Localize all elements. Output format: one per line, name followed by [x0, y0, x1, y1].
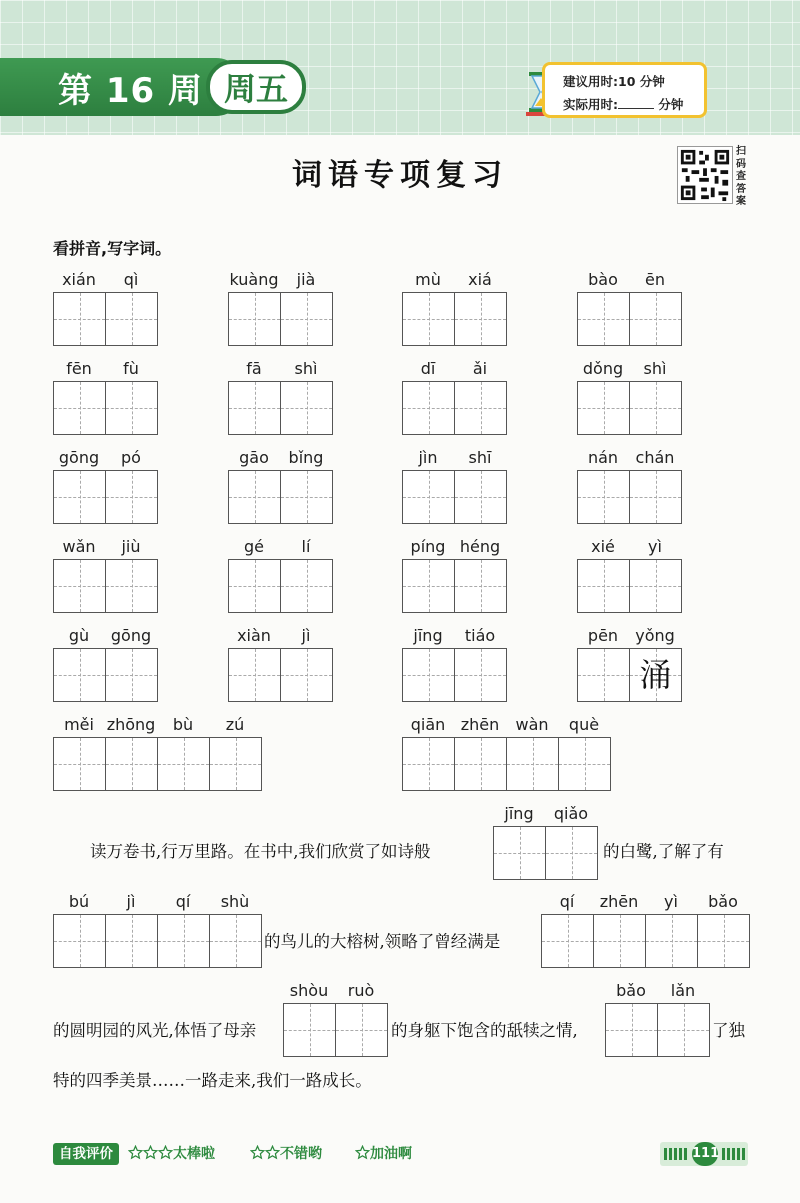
pinyin-syllable: qí [175, 892, 191, 911]
writing-cell[interactable] [455, 293, 507, 345]
word-grid [402, 624, 507, 702]
pinyin-row [541, 890, 750, 914]
word-grid [228, 535, 333, 613]
tianzige-cells [577, 470, 682, 524]
word-grid [577, 535, 682, 613]
writing-cell[interactable] [630, 649, 682, 701]
self-eval-badge: 自我评价 [53, 1143, 119, 1165]
tianzige-cells [402, 737, 611, 791]
writing-cell[interactable] [106, 471, 158, 523]
word-grid [53, 624, 158, 702]
writing-cell[interactable] [658, 1004, 710, 1056]
tianzige-cells [577, 292, 682, 346]
writing-cell[interactable] [403, 293, 455, 345]
writing-cell[interactable] [281, 560, 333, 612]
page-number-badge [660, 1142, 748, 1166]
suggested-time-value: 10 分钟 [618, 74, 665, 89]
pinyin-syllable: shòu [289, 981, 329, 1000]
word-grid [53, 535, 158, 613]
eval-level-2-label: 不错哟 [280, 1146, 322, 1162]
pinyin-syllable: zhēn [460, 715, 500, 734]
tianzige-cells [402, 292, 507, 346]
writing-cell[interactable] [630, 471, 682, 523]
pinyin-syllable: bǎo [616, 981, 646, 1000]
pinyin-syllable: bú [68, 892, 90, 911]
pinyin-row [402, 713, 611, 737]
pinyin-syllable: píng [410, 537, 446, 556]
star-icon [128, 1146, 173, 1162]
pinyin-row [53, 624, 158, 648]
pinyin-syllable: měi [64, 715, 94, 734]
pinyin-row [402, 357, 507, 381]
pinyin-syllable: ēn [645, 270, 665, 289]
pinyin-row [402, 446, 507, 470]
writing-cell[interactable] [546, 827, 598, 879]
pinyin-syllable: lǎn [670, 981, 696, 1000]
writing-cell[interactable] [229, 382, 281, 434]
eval-level-1-label: 太棒啦 [173, 1146, 215, 1162]
pinyin-row [577, 446, 682, 470]
tianzige-cells [53, 914, 262, 968]
tianzige-cells [228, 292, 333, 346]
writing-cell[interactable] [281, 382, 333, 434]
passage-blank [53, 890, 262, 968]
pinyin-syllable: bǎo [708, 892, 738, 911]
suggested-time-label: 建议用时: [563, 74, 618, 89]
pinyin-syllable: bù [172, 715, 194, 734]
pinyin-syllable: zhēn [599, 892, 639, 911]
actual-time-label: 实际用时: [563, 97, 618, 112]
writing-cell[interactable] [281, 471, 333, 523]
tianzige-cells [53, 292, 158, 346]
writing-cell[interactable] [559, 738, 611, 790]
writing-cell[interactable] [54, 382, 106, 434]
cell-char: 涌 [639, 656, 672, 694]
writing-cell[interactable] [158, 915, 210, 967]
pinyin-syllable: què [568, 715, 600, 734]
word-grid [228, 624, 333, 702]
pinyin-syllable: kuàng [229, 270, 279, 289]
decorative-bars [722, 1148, 746, 1160]
word-grid [402, 357, 507, 435]
passage-line-1: 读万卷书,行万里路。在书中,我们欣赏了如诗般 [90, 842, 431, 861]
pinyin-syllable: dī [420, 359, 436, 378]
writing-cell[interactable] [403, 382, 455, 434]
writing-cell[interactable] [455, 382, 507, 434]
word-grid [577, 268, 682, 346]
word-grid [228, 268, 333, 346]
writing-cell[interactable] [54, 738, 106, 790]
writing-cell[interactable] [455, 560, 507, 612]
writing-cell[interactable] [494, 827, 546, 879]
pinyin-syllable: zú [225, 715, 245, 734]
word-grid [53, 713, 262, 791]
writing-cell[interactable] [54, 471, 106, 523]
star-icon [250, 1146, 280, 1162]
pinyin-syllable: gé [244, 537, 264, 556]
word-grid [402, 268, 507, 346]
day-label: 周五 [206, 60, 306, 114]
pinyin-syllable: ǎi [472, 359, 488, 378]
pinyin-syllable: chán [635, 448, 675, 467]
pinyin-syllable: nán [587, 448, 619, 467]
pinyin-syllable: gù [68, 626, 90, 645]
passage-line-3: 的圆明园的风光,体悟了母亲 [53, 1021, 257, 1040]
pinyin-syllable: gōng [58, 448, 100, 467]
writing-cell[interactable] [54, 915, 106, 967]
writing-cell[interactable] [578, 649, 630, 701]
pinyin-syllable: shì [294, 359, 318, 378]
writing-cell[interactable] [594, 915, 646, 967]
writing-cell[interactable] [630, 560, 682, 612]
pinyin-syllable: yì [664, 892, 678, 911]
pinyin-row [53, 357, 158, 381]
writing-cell[interactable] [210, 738, 262, 790]
passage-line-3-after: 了独 [712, 1021, 745, 1040]
pinyin-syllable: qì [123, 270, 139, 289]
writing-cell[interactable] [229, 471, 281, 523]
pinyin-row [228, 357, 333, 381]
writing-cell[interactable] [542, 915, 594, 967]
pinyin-row [493, 802, 598, 826]
pinyin-syllable: lí [301, 537, 311, 556]
pinyin-syllable: shī [468, 448, 492, 467]
writing-cell[interactable] [403, 649, 455, 701]
writing-cell[interactable] [54, 560, 106, 612]
passage-line-1-after: 的白鹭,了解了有 [603, 842, 724, 861]
writing-cell[interactable] [229, 560, 281, 612]
pinyin-syllable: qí [559, 892, 575, 911]
pinyin-row [53, 890, 262, 914]
tianzige-cells [228, 381, 333, 435]
writing-cell[interactable] [210, 915, 262, 967]
pinyin-syllable: jì [126, 892, 136, 911]
qr-label [736, 146, 750, 209]
tianzige-cells [228, 470, 333, 524]
pinyin-row [605, 979, 710, 1003]
pinyin-row [53, 268, 158, 292]
pinyin-row [228, 268, 333, 292]
pinyin-syllable: qiān [410, 715, 446, 734]
pinyin-row [283, 979, 388, 1003]
pinyin-syllable: jià [296, 270, 316, 289]
writing-cell[interactable] [54, 293, 106, 345]
pinyin-syllable: pēn [587, 626, 619, 645]
pinyin-syllable: jìn [418, 448, 438, 467]
passage-line-3-mid: 的身躯下饱含的舐犊之情, [391, 1021, 578, 1040]
time-box [542, 62, 707, 118]
pinyin-syllable: fēn [66, 359, 92, 378]
writing-cell[interactable] [229, 649, 281, 701]
writing-cell[interactable] [578, 382, 630, 434]
qr-code-icon[interactable] [677, 146, 733, 204]
tianzige-cells [402, 559, 507, 613]
writing-cell[interactable] [106, 382, 158, 434]
instruction-text: 看拼音,写字词。 [53, 239, 172, 258]
writing-cell[interactable] [698, 915, 750, 967]
pinyin-row [402, 624, 507, 648]
pinyin-syllable: jīng [504, 804, 534, 823]
pinyin-syllable: shì [643, 359, 667, 378]
writing-cell[interactable] [403, 560, 455, 612]
tianzige-cells [283, 1003, 388, 1057]
writing-cell[interactable] [158, 738, 210, 790]
writing-cell[interactable] [281, 649, 333, 701]
pinyin-row [402, 535, 507, 559]
pinyin-syllable: mù [415, 270, 441, 289]
writing-cell[interactable] [507, 738, 559, 790]
decorative-bars [664, 1148, 688, 1160]
pinyin-row [53, 446, 158, 470]
writing-cell[interactable] [106, 560, 158, 612]
pinyin-syllable: fā [246, 359, 262, 378]
writing-cell[interactable] [630, 293, 682, 345]
pinyin-syllable: jīng [413, 626, 443, 645]
tianzige-cells [53, 381, 158, 435]
writing-cell[interactable] [455, 738, 507, 790]
writing-cell[interactable] [646, 915, 698, 967]
tianzige-cells [402, 470, 507, 524]
qr-label-char: 案 [736, 196, 746, 207]
qr-label-char: 码 [736, 158, 746, 170]
tianzige-cells [402, 381, 507, 435]
pinyin-syllable: xié [591, 537, 615, 556]
week-label: 第 16 周 [0, 58, 245, 116]
word-grid [53, 268, 158, 346]
pinyin-row [228, 535, 333, 559]
eval-level-3-label: 加油啊 [370, 1146, 412, 1162]
star-icon [355, 1146, 370, 1162]
pinyin-row [577, 624, 682, 648]
pinyin-syllable: tiáo [464, 626, 496, 645]
pinyin-row [228, 446, 333, 470]
pinyin-syllable: bǐng [288, 448, 324, 467]
writing-cell[interactable] [578, 471, 630, 523]
tianzige-cells [577, 559, 682, 613]
pinyin-syllable: zhōng [106, 715, 156, 734]
tianzige-cells [53, 737, 262, 791]
pinyin-syllable: wǎn [62, 537, 96, 556]
pinyin-syllable: yǒng [635, 626, 675, 645]
word-grid [228, 446, 333, 524]
writing-cell[interactable] [336, 1004, 388, 1056]
actual-time-blank[interactable] [618, 97, 654, 109]
tianzige-cells [493, 826, 598, 880]
eval-level-1[interactable] [128, 1143, 215, 1165]
passage-line-4: 特的四季美景……一路走来,我们一路成长。 [53, 1071, 372, 1090]
tianzige-cells [53, 470, 158, 524]
word-grid [577, 624, 682, 702]
pinyin-syllable: wàn [515, 715, 549, 734]
writing-cell[interactable] [630, 382, 682, 434]
pinyin-row [228, 624, 333, 648]
pinyin-syllable: pó [121, 448, 141, 467]
writing-cell[interactable] [106, 738, 158, 790]
pinyin-syllable: fù [123, 359, 139, 378]
writing-cell[interactable] [455, 471, 507, 523]
tianzige-cells [228, 559, 333, 613]
writing-cell[interactable] [281, 293, 333, 345]
pinyin-syllable: ruò [347, 981, 375, 1000]
eval-level-2[interactable] [250, 1143, 322, 1165]
word-grid [402, 713, 611, 791]
pinyin-row [53, 535, 158, 559]
pinyin-row [53, 713, 262, 737]
tianzige-cells [402, 648, 507, 702]
pinyin-syllable: gōng [110, 626, 152, 645]
tianzige-cells [577, 648, 682, 702]
tianzige-cells [228, 648, 333, 702]
pinyin-syllable: xiàn [237, 626, 271, 645]
pinyin-syllable: dǒng [582, 359, 624, 378]
pinyin-syllable: yì [648, 537, 662, 556]
writing-cell[interactable] [606, 1004, 658, 1056]
tianzige-cells [53, 559, 158, 613]
tianzige-cells [541, 914, 750, 968]
pinyin-syllable: xiá [468, 270, 492, 289]
pinyin-row [402, 268, 507, 292]
writing-cell[interactable] [284, 1004, 336, 1056]
writing-cell[interactable] [106, 293, 158, 345]
writing-cell[interactable] [578, 560, 630, 612]
pinyin-syllable: xián [62, 270, 96, 289]
passage-blank [541, 890, 750, 968]
pinyin-row [577, 268, 682, 292]
pinyin-syllable: héng [459, 537, 501, 556]
qr-label-char: 答 [736, 183, 746, 195]
qr-label-char: 查 [736, 171, 746, 182]
pinyin-syllable: jì [301, 626, 311, 645]
pinyin-syllable: shù [220, 892, 250, 911]
pinyin-row [577, 535, 682, 559]
passage-blank [605, 979, 710, 1057]
word-grid [577, 446, 682, 524]
pinyin-syllable: bào [588, 270, 618, 289]
passage-blank [283, 979, 388, 1057]
pinyin-syllable: qiǎo [553, 804, 589, 823]
writing-cell[interactable] [578, 293, 630, 345]
passage-line-2: 的鸟儿的大榕树,领略了曾经满是 [264, 932, 501, 951]
word-grid [402, 446, 507, 524]
pinyin-syllable: jiù [121, 537, 141, 556]
writing-cell[interactable] [403, 738, 455, 790]
word-grid [228, 357, 333, 435]
page-title: 词语专项复习 [292, 158, 508, 193]
actual-time-unit: 分钟 [658, 97, 684, 112]
writing-cell[interactable] [54, 649, 106, 701]
word-grid [402, 535, 507, 613]
pinyin-row [577, 357, 682, 381]
passage-blank [493, 802, 598, 880]
writing-cell[interactable] [229, 293, 281, 345]
word-grid [53, 357, 158, 435]
writing-cell[interactable] [106, 915, 158, 967]
writing-cell[interactable] [455, 649, 507, 701]
tianzige-cells [605, 1003, 710, 1057]
eval-level-3[interactable] [355, 1143, 412, 1165]
qr-label-char: 扫 [736, 146, 746, 157]
pinyin-syllable: gāo [239, 448, 269, 467]
writing-cell[interactable] [403, 471, 455, 523]
tianzige-cells [577, 381, 682, 435]
word-grid [53, 446, 158, 524]
word-grid [577, 357, 682, 435]
writing-cell[interactable] [106, 649, 158, 701]
tianzige-cells [53, 648, 158, 702]
page-number: 111 [692, 1142, 718, 1166]
